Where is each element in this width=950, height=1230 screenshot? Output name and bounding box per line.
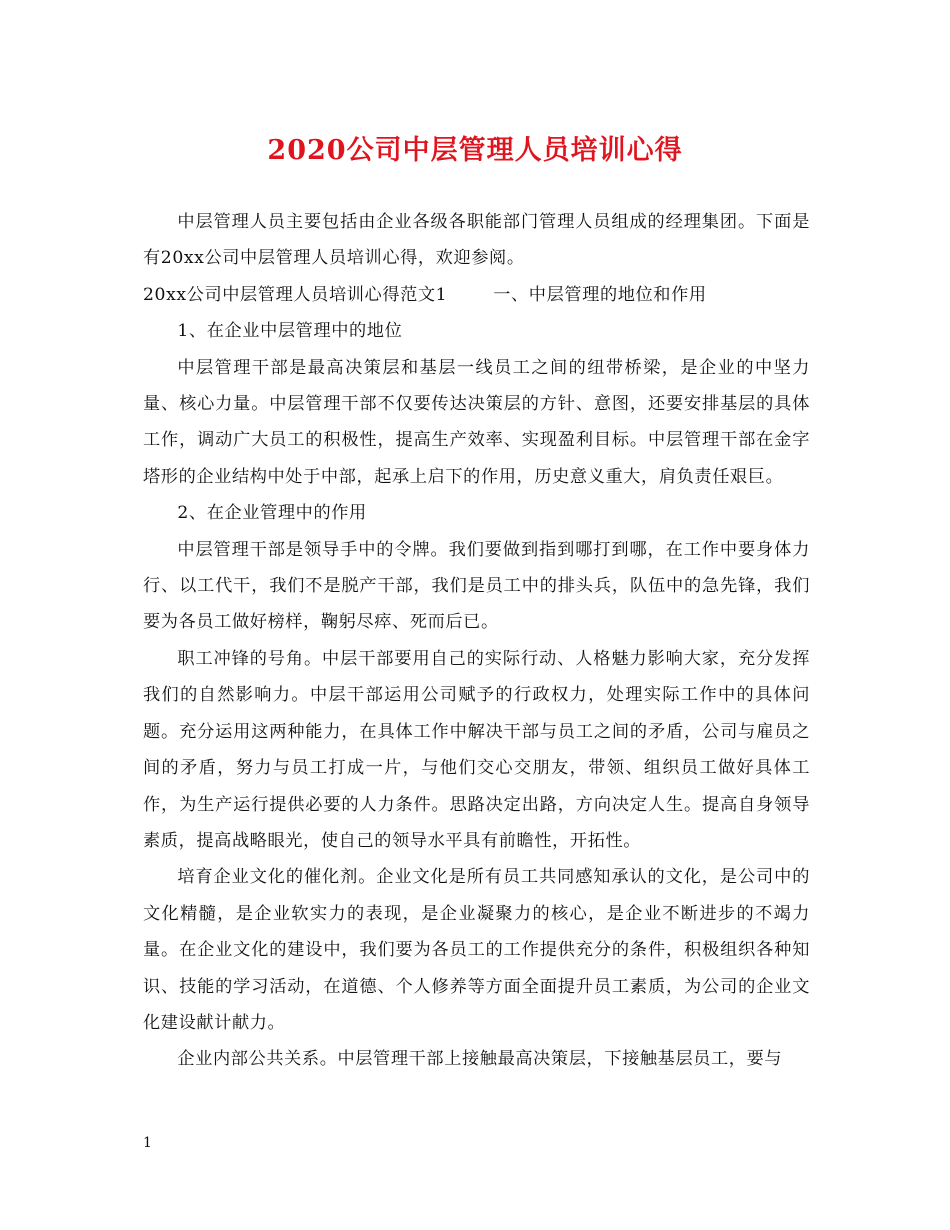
paragraph-5: 企业内部公共关系。中层管理干部上接触最高决策层，下接触基层员工，要与 <box>177 1049 783 1070</box>
paragraph-2: 中层管理干部是领导手中的令牌。我们要做到指到哪打到哪，在工作中要身体力行、以工代干，我们不是脱产干部，我们是员工中的排头兵，队伍中的急先锋，我们要为各员工做好榜样，鞠躬尽瘁、死而后已。 <box>143 539 810 633</box>
page-number: 1 <box>143 1135 152 1151</box>
document-body <box>143 204 810 1078</box>
subsection-heading-2: 2、在企业管理中的作用 <box>177 503 367 524</box>
paragraph-3: 职工冲锋的号角。中层干部要用自己的实际行动、人格魅力影响大家，充分发挥我们的自然影响力。中层干部运用公司赋予的行政权力，处理实际工作中的具体问题。充分运用这两种能力，在具体工作中解决干部与员工之间的矛盾，公司与雇员之间的矛盾，努力与员工打成一片，与他们交心交朋友，带领、组织员工做好具体工作，为生产运行提供必要的人力条件。思路决定出路，方向决定人生。提高自身领导素质，提高战略眼光，使自己的领导水平具有前瞻性，开拓性。 <box>143 648 810 851</box>
sample-heading: 20xx公司中层管理人员培训心得范文1 <box>143 284 448 305</box>
sample-heading-line <box>143 277 810 313</box>
document-title: 2020公司中层管理人员培训心得 <box>267 135 683 166</box>
section-heading: 一、中层管理的地位和作用 <box>493 284 707 305</box>
intro-paragraph: 中层管理人员主要包括由企业各级各职能部门管理人员组成的经理集团。下面是有20xx公司中层管理人员培训心得，欢迎参阅。 <box>143 212 810 269</box>
paragraph-4: 培育企业文化的催化剂。企业文化是所有员工共同感知承认的文化，是公司中的文化精髓，是企业软实力的表现，是企业凝聚力的核心，是企业不断进步的不竭力量。在企业文化的建设中，我们要为各员工的工作提供充分的条件，积极组织各种知识、技能的学习活动，在道德、个人修养等方面全面提升员工素质，为公司的企业文化建设献计献力。 <box>143 867 810 1033</box>
subsection-heading-1: 1、在企业中层管理中的地位 <box>177 321 403 342</box>
paragraph-1: 中层管理干部是最高决策层和基层一线员工之间的纽带桥梁，是企业的中坚力量、核心力量。中层管理干部不仅要传达决策层的方针、意图，还要安排基层的具体工作，调动广大员工的积极性，提高生产效率、实现盈利目标。中层管理干部在金字塔形的企业结构中处于中部，起承上启下的作用，历史意义重大，肩负责任艰巨。 <box>143 357 810 487</box>
